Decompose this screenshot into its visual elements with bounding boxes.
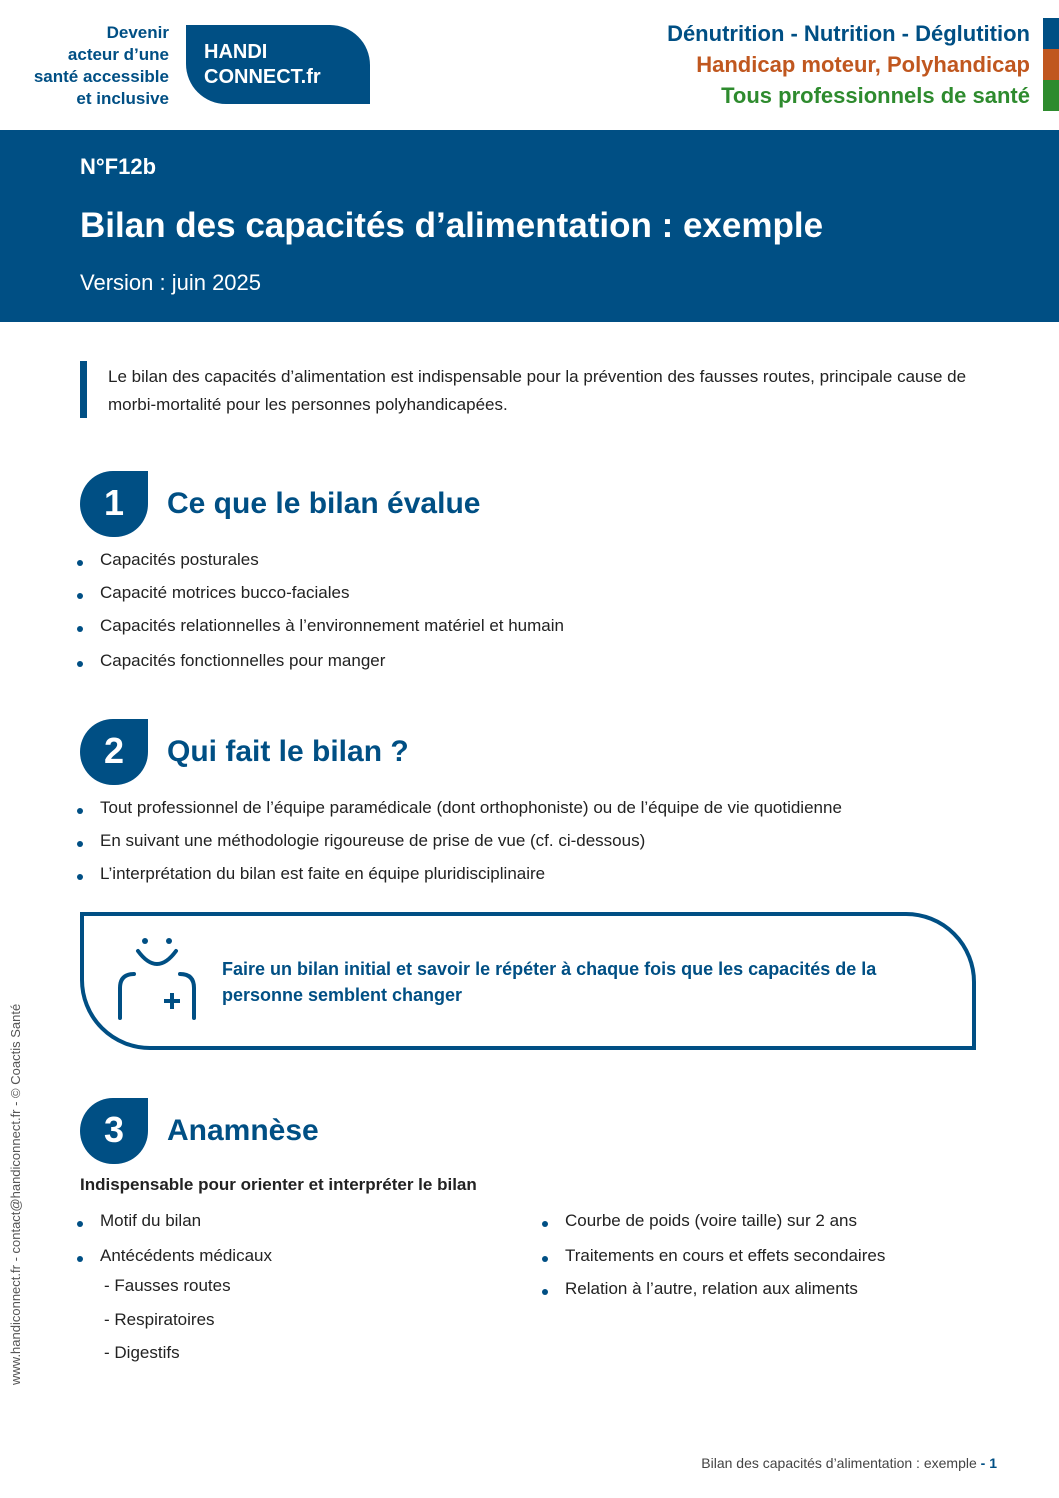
category-color-bar [1043, 80, 1059, 111]
sidebar-credits: www.handiconnect.fr - contact@handiconnect.fr - © Coactis Santé [8, 1003, 23, 1385]
page-footer [701, 1455, 997, 1471]
intro-text: Le bilan des capacités d’alimentation est indispensable pour la prévention des fausses routes, principale cause de morbi-mortalité pour les personnes polyhandicapées. [108, 367, 967, 414]
category-professionals: Tous professionnels de santé [721, 83, 1030, 108]
list-item: L’interprétation du bilan est faite en équipe pluridisciplinaire [80, 864, 842, 897]
list-item: Capacité motrices bucco-faciales [80, 583, 564, 616]
category-nutrition: Dénutrition - Nutrition - Déglutition [667, 21, 1030, 46]
list-item: Capacités posturales [80, 550, 564, 583]
handiconnect-logo[interactable] [186, 25, 370, 104]
list-item: Antécédents médicaux [80, 1246, 272, 1279]
document-ref: N°F12b [80, 154, 157, 179]
page-number: - 1 [980, 1455, 997, 1471]
list-item: Motif du bilan [80, 1211, 272, 1246]
list-item: En suivant une méthodologie rigoureuse de prise de vue (cf. ci-dessous) [80, 831, 842, 864]
tagline-line: acteur d’une [67, 45, 169, 64]
footer-title: Bilan des capacités d’alimentation : exemple [701, 1455, 977, 1471]
callout-text: Faire un bilan initial et savoir le répéter à chaque fois que les capacités de la personne semblent changer [222, 959, 877, 1005]
list-item: Relation à l’autre, relation aux aliments [545, 1279, 885, 1312]
page-title: Bilan des capacités d’alimentation : exemple [80, 206, 824, 245]
section-number: 2 [80, 719, 148, 785]
section-title: Qui fait le bilan ? [167, 735, 409, 768]
tagline-line: santé accessible [33, 67, 169, 86]
evaluation-list [80, 550, 564, 684]
category-handicap: Handicap moteur, Polyhandicap [696, 52, 1030, 77]
list-item: Capacités relationnelles à l’environnement matériel et humain [80, 616, 564, 651]
category-color-bar [1043, 49, 1059, 80]
section-number: 1 [80, 471, 148, 537]
section-subheading: Indispensable pour orienter et interpréter le bilan [80, 1175, 477, 1194]
sub-item: - Respiratoires [104, 1310, 215, 1329]
health-professional-icon [112, 932, 202, 1022]
tagline-line: Devenir [106, 23, 169, 42]
version-label: Version : juin 2025 [80, 270, 262, 295]
section-title: Anamnèse [167, 1114, 319, 1147]
category-list [667, 18, 1030, 111]
sub-item: - Digestifs [104, 1343, 180, 1362]
anamnesis-left-list [80, 1211, 272, 1279]
who-list [80, 798, 842, 897]
logo-line: CONNECT.fr [204, 66, 321, 88]
list-item: Capacités fonctionnelles pour manger [80, 651, 564, 684]
section-title: Ce que le bilan évalue [167, 487, 481, 520]
sub-item: - Fausses routes [104, 1276, 231, 1295]
tagline-line: et inclusive [76, 89, 169, 108]
list-item: Tout professionnel de l’équipe paramédicale (dont orthophoniste) ou de l’équipe de vie quotidienne [80, 798, 842, 831]
category-color-bar [1043, 18, 1059, 49]
tagline [14, 22, 169, 110]
list-item: Courbe de poids (voire taille) sur 2 ans [545, 1211, 885, 1246]
intro-accent-bar [80, 361, 87, 418]
list-item: Traitements en cours et effets secondaires [545, 1246, 885, 1279]
section-number: 3 [80, 1098, 148, 1164]
anamnesis-right-list [545, 1211, 885, 1312]
logo-line: HANDI [204, 41, 268, 63]
